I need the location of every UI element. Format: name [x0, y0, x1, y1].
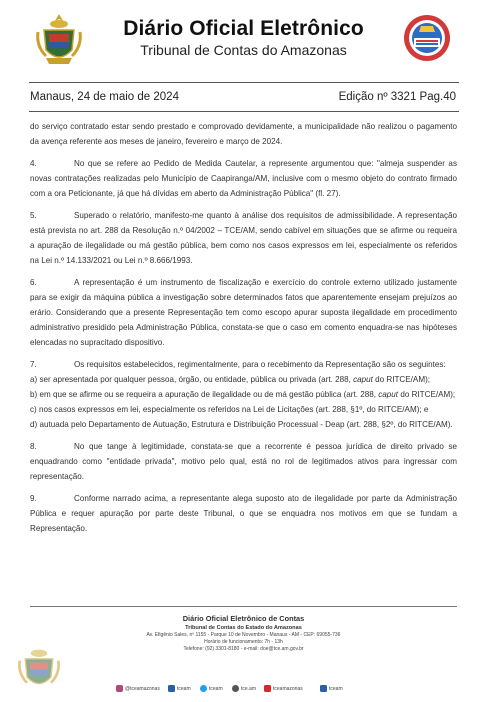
facebook-icon — [320, 685, 327, 692]
social-link-youtube[interactable]: tceamazonas — [264, 685, 303, 693]
social-links — [116, 685, 376, 695]
edition-page: Edição nº 3321 Pag.40 — [338, 91, 456, 103]
social-link-facebook-2[interactable]: tceam — [320, 685, 343, 693]
list-item-c: c) nos casos expressos em lei, especialmente os referidos na Lei de Licitações (art. 288, §1º, do RITCE/AM); e — [30, 405, 429, 414]
facebook-icon — [168, 685, 175, 692]
page-header — [0, 0, 487, 84]
list-item-a: a) ser apresentada por qualquer pessoa, órgão, ou entidade, pública ou privada (art. 288, caput do RITCE/AM); — [30, 375, 431, 384]
publication-date: Manaus, 24 de maio de 2024 — [30, 91, 179, 103]
footer-contact: Telefone: (92) 3301-8180 - e-mail: doe@tce.am.gov.br — [183, 646, 304, 652]
footer-address: Av. Efigênio Sales, nº 1155 - Parque 10 de Novembro - Manaus - AM - CEP: 69055-736 — [146, 632, 341, 638]
paragraph-text: Os requisitos estabelecidos, regimentalmente, para o recebimento da Representação são os seguintes: — [74, 360, 446, 369]
paragraph-number: 8. — [30, 442, 37, 451]
footer-title: Diário Oficial Eletrônico de Contas — [182, 614, 305, 623]
paragraph-4 — [30, 156, 457, 201]
paragraph-number: 6. — [30, 278, 37, 287]
document-body — [30, 119, 457, 543]
paragraph-text: Superado o relatório, manifesto-me quanto à análise dos requisitos de admissibilidade. A representação está prevista no art. 288 da Resolução n.º 04/2002 – TCE/AM, sendo cabível em situações que se afirme ou requeira a apuração de ilegalidade ou má gestão pública, bem como nos casos expressos em lei, especialmente os referidos na Lei n.º 14.133/2021 ou Lei n.º 8.666/1993. — [30, 211, 457, 265]
paragraph-number: 9. — [30, 494, 37, 503]
paragraph-text: Conforme narrado acima, a representante alega suposto ato de ilegalidade por parte da Administração Pública e requer apuração por parte deste Tribunal, o que se enquadra nos motivos em que se fundam a Representação. — [30, 494, 457, 533]
page-footer — [0, 610, 487, 702]
page-subtitle: Tribunal de Contas do Amazonas — [140, 42, 347, 58]
paragraph-number: 7. — [30, 360, 37, 369]
social-link-web[interactable]: tce.am — [232, 685, 256, 693]
footer-info — [70, 613, 417, 653]
paragraph-text: No que tange à legitimidade, constata-se que a recorrente é pessoa jurídica de direito privado se enquadrando como "entidade privada", motivo pelo qual, está no rol de legitimados ativos para ingressar com representação. — [30, 442, 457, 481]
web-icon — [232, 685, 239, 692]
list-item-d: d) autuada pelo Departamento de Autuação, Estrutura e Distribuição Processual - Deap (art. 288, §2º, do RITCE/AM). — [30, 420, 453, 429]
paragraph-intro: do serviço contratado estar sendo prestado e comprovado devidamente, a municipalidade não realizou o pagamento da avença referente aos meses de janeiro, fevereiro e março de 2024. — [30, 122, 457, 146]
social-link-instagram[interactable]: @tceamazonas — [116, 685, 160, 693]
paragraph-text: A representação é um instrumento de fiscalização e exercício do controle externo utilizado justamente para se exigir da máquina pública a investigação sobre determinados fatos que aparentemente ensejam prejuízos ao erário. Considerando que a presente Representação tem como escopo apurar suposta ilegalidade em procedimento administrativo presidido pela Administração Pública, constata-se que o caso em comento enquadra-se nas hipóteses elencadas no supracitado dispositivo. — [30, 278, 457, 347]
paragraph-7 — [30, 357, 457, 372]
list-item-b: b) em que se afirme ou se requeira a apuração de ilegalidade ou de má gestão pública (art. 288, caput do RITCE/AM); — [30, 390, 456, 399]
twitter-icon — [200, 685, 207, 692]
meta-divider — [29, 111, 459, 112]
footer-divider — [30, 606, 457, 607]
social-link-twitter[interactable]: tceam — [200, 685, 223, 693]
footer-crest-logo — [16, 642, 62, 694]
paragraph-text: No que se refere ao Pedido de Medida Cautelar, a represente argumentou que: "almeja suspender as novas contratações realizadas pelo Município de Caapiranga/AM, inclusive com o mesmo objeto do contrato firmado com a ora Peticionante, já que há dívidas em aberto da Administração Pública" (fl. 27). — [30, 159, 457, 198]
header-divider — [29, 82, 459, 83]
footer-subtitle: Tribunal de Contas do Estado do Amazonas — [185, 625, 302, 631]
paragraph-9 — [30, 491, 457, 536]
footer-hours: Horário de funcionamento: 7h - 13h — [204, 639, 283, 645]
paragraph-5 — [30, 208, 457, 268]
paragraph-number: 4. — [30, 159, 37, 168]
youtube-icon — [264, 685, 271, 692]
paragraph-8 — [30, 439, 457, 484]
instagram-icon — [116, 685, 123, 692]
paragraph-number: 5. — [30, 211, 37, 220]
paragraph-6 — [30, 275, 457, 350]
page-title: Diário Oficial Eletrônico — [123, 17, 364, 40]
ouvidoria-badge-icon — [402, 12, 452, 64]
social-link-facebook[interactable]: tceam — [168, 685, 191, 693]
